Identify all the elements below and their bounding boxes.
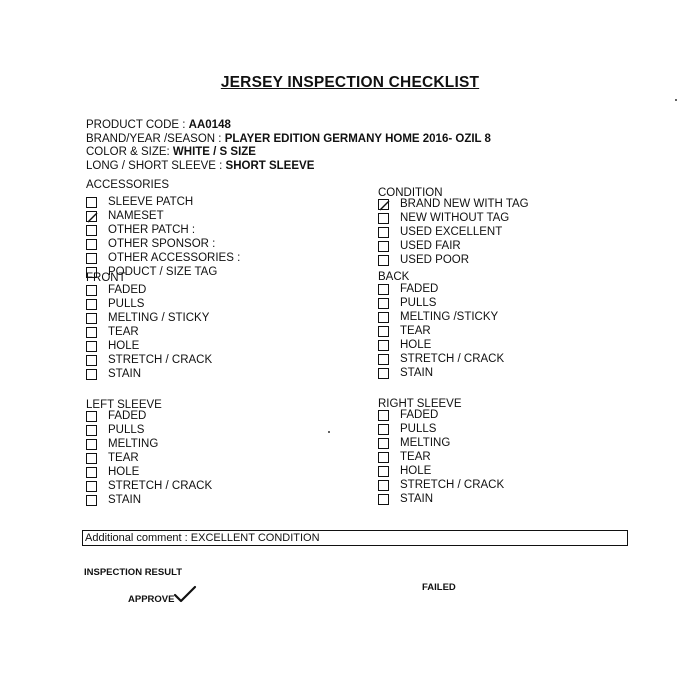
checkbox-label: STRETCH / CRACK [108,480,213,492]
front-heading: FRONT [86,272,126,284]
approve-checkmark-icon [173,585,197,603]
checkbox-label: FADED [400,409,439,421]
checkbox[interactable] [378,241,389,252]
checkbox-label: TEAR [400,451,431,463]
checkbox[interactable] [378,368,389,379]
checkbox-label: STRETCH / CRACK [400,353,505,365]
checkbox[interactable] [378,213,389,224]
checkbox[interactable] [378,326,389,337]
checkbox-label: BRAND NEW WITH TAG [400,198,529,210]
checkbox[interactable] [86,369,97,380]
checkbox[interactable] [86,467,97,478]
document-title: JERSEY INSPECTION CHECKLIST [220,74,480,91]
brand-season-value: PLAYER EDITION GERMANY HOME 2016- OZIL 8 [224,132,491,145]
checkbox-label: STAIN [108,368,142,380]
checkbox-label: STAIN [108,494,142,506]
color-size-label: COLOR & SIZE: [86,146,173,159]
scan-speck [328,431,330,433]
scan-speck [675,99,677,101]
checkbox-label: HOLE [108,466,140,478]
sleeve-length-row [86,160,491,174]
checkbox[interactable] [378,284,389,295]
checkbox[interactable] [86,313,97,324]
checkbox-label: MELTING /STICKY [400,311,499,323]
checkbox-label: FADED [108,284,147,296]
check-slash-icon [379,200,390,211]
checkbox-checked[interactable] [378,199,389,210]
approve-option[interactable]: APPROVE [128,594,175,605]
checkbox-label: MELTING [108,438,159,450]
checkbox[interactable] [378,410,389,421]
checkbox[interactable] [378,466,389,477]
checkbox-label: OTHER ACCESSORIES : [108,252,241,264]
checkbox[interactable] [86,197,97,208]
checkbox[interactable] [86,253,97,264]
checkbox-label: FADED [108,410,147,422]
checkbox[interactable] [86,453,97,464]
product-code-value: AA0148 [188,119,231,131]
checkbox-label: PODUCT / SIZE TAG [108,266,218,278]
checkbox[interactable] [86,327,97,338]
checkbox[interactable] [378,494,389,505]
inspection-result-title: INSPECTION RESULT [84,567,182,578]
left-sleeve-heading: LEFT SLEEVE [86,399,162,411]
back-heading: BACK [378,271,410,283]
checkbox-label: HOLE [400,465,432,477]
checkbox[interactable] [378,298,389,309]
checkbox[interactable] [378,340,389,351]
checkbox[interactable] [86,285,97,296]
checkbox[interactable] [86,495,97,506]
checkbox[interactable] [86,411,97,422]
checkbox[interactable] [378,312,389,323]
checkbox-label: MELTING / STICKY [108,312,210,324]
checkbox[interactable] [86,439,97,450]
checkbox[interactable] [378,424,389,435]
checkbox-label: TEAR [108,452,139,464]
checkbox-label: USED FAIR [400,240,461,252]
product-code-label: PRODUCT CODE : [86,119,189,131]
checkbox[interactable] [86,299,97,310]
checkbox[interactable] [378,255,389,266]
checkbox-label: MELTING [400,437,451,449]
checkbox-label: HOLE [400,339,432,351]
brand-season-row [86,133,491,147]
product-code-row [86,119,491,133]
checkbox[interactable] [86,425,97,436]
checkbox-label: OTHER SPONSOR : [108,238,216,250]
checkbox-label: NEW WITHOUT TAG [400,212,510,224]
checkbox-label: OTHER PATCH : [108,224,196,236]
checkbox[interactable] [378,227,389,238]
checkbox-label: SLEEVE PATCH [108,196,194,208]
checkbox-label: STRETCH / CRACK [400,479,505,491]
checkbox-label: HOLE [108,340,140,352]
checkbox[interactable] [86,225,97,236]
right-sleeve-heading: RIGHT SLEEVE [378,398,462,410]
brand-season-label: BRAND/YEAR /SEASON : [86,132,225,145]
checkbox[interactable] [378,452,389,463]
checkbox[interactable] [378,480,389,491]
checkbox-label: NAMESET [108,210,164,222]
checkbox[interactable] [86,239,97,250]
sleeve-length-label: LONG / SHORT SLEEVE : [86,159,226,172]
checkbox-label: PULLS [108,424,145,436]
condition-heading: CONDITION [378,187,443,199]
checkbox-label: PULLS [400,297,437,309]
color-size-row [86,146,491,160]
checkbox-label: TEAR [108,326,139,338]
checkbox-label: FADED [400,283,439,295]
sleeve-length-value: SHORT SLEEVE [225,159,315,172]
checkbox-label: STRETCH / CRACK [108,354,213,366]
checkbox-label: USED EXCELLENT [400,226,503,238]
checkbox[interactable] [86,341,97,352]
checkbox-label: PULLS [400,423,437,435]
failed-option[interactable]: FAILED [422,582,456,593]
checkbox[interactable] [86,355,97,366]
product-info [86,119,491,173]
checkbox[interactable] [378,354,389,365]
check-slash-icon [87,212,98,223]
checkbox-label: PULLS [108,298,145,310]
checkbox[interactable] [378,438,389,449]
checkbox-label: STAIN [400,493,434,505]
checkbox-label: STAIN [400,367,434,379]
checkbox[interactable] [86,481,97,492]
additional-comment-box[interactable]: Additional comment : EXCELLENT CONDITION [82,530,628,546]
accessories-heading: ACCESSORIES [86,179,170,191]
checkbox-label: TEAR [400,325,431,337]
checkbox-checked[interactable] [86,211,97,222]
checkbox-label: USED POOR [400,254,470,266]
color-size-value: WHITE / S SIZE [172,146,256,159]
